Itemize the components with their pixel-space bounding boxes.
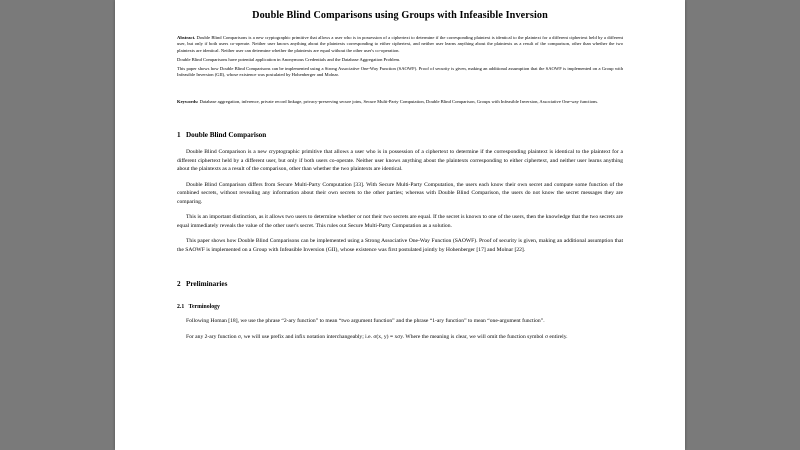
- section-heading-2: [177, 280, 623, 288]
- abstract-paragraph: [177, 35, 623, 55]
- page-content: [115, 0, 685, 341]
- abstract-text: Double Blind Comparisons is a new cryptographic primitive that allows a user who is in possession of a ciphertext to determine if the corresponding plaintext is identical to the plaintext for a different ciphertext held by a different user, but only if both users co-operate. Neither user knows anything about the plaintexts corresponding to either ciphertext, and neither user learns anything about the plaintexts as a result of the comparison, other than whether the two plaintexts are identical. Neither user can determine whether the plaintexts are equal without the other user's co-operation.: [177, 34, 623, 53]
- abstract-label: Abstract.: [177, 34, 196, 40]
- abstract-block: [177, 35, 623, 79]
- keywords-text: Database aggregation, inference, private record linkage, privacy-preserving secure joins, Secure Multi-Party Computation, Double Blind Comparison, Groups with Infeasible Inversion, Associative One-way functions.: [199, 98, 599, 104]
- section-number: 2: [177, 280, 181, 289]
- paper-page: [115, 0, 685, 450]
- keywords-block: [177, 99, 623, 106]
- section-heading-1: [177, 131, 623, 139]
- page-title: Double Blind Comparisons using Groups with Infeasible Inversion: [252, 10, 548, 21]
- paragraph: Double Blind Comparison is a new cryptographic primitive that allows a user who is in possession of a ciphertext to determine if the corresponding plaintext is identical to the plaintext for a different ciphertext held by a different user, but only if both users co-operate. Neither user knows anything about the plaintexts corresponding to either ciphertext, and neither user learns anything about the plaintexts as a result of the comparison, other than whether the two plaintexts are identical.: [177, 149, 623, 173]
- section-title: Preliminaries: [185, 280, 228, 289]
- keywords-label: Keywords:: [177, 98, 199, 104]
- paragraph: Double Blind Comparison differs from Secure Multi-Party Computation [33]. With Secure Multi-Party Computation, the users each know their own secret and compute some function of the combined secrets, without revealing any information about their own secrets to the other parties; whereas with Double Blind Comparison, the users do not know the secret messages they are comparing.: [177, 181, 623, 205]
- section-1-body: [177, 148, 623, 254]
- paragraph: This paper shows how Double Blind Comparisons can be implemented using a Strong Associative One-Way Function (SAOWF). Proof of security is given, making an additional assumption that the SAOWF is implemented on a Group with Infeasible Inversion (GII), whose existence was first postulated jointly by Hohenberger [17] and Molnar [22].: [177, 238, 623, 253]
- subsection-number: 2.1: [177, 304, 185, 311]
- abstract-paragraph: Double Blind Comparisons have potential application in Anonymous Credentials and the Database Aggregation Problem.: [177, 56, 401, 62]
- subsection-title: Terminology: [188, 304, 220, 311]
- section-number: 1: [177, 131, 181, 140]
- subsection-2-1-body: [177, 317, 623, 341]
- section-title: Double Blind Comparison: [185, 131, 267, 140]
- paragraph: This is an important distinction, as it allows two users to determine whether or not their two secrets are equal. If the secret is known to one of the users, then the knowledge that the two secrets are equal immediately reveals the value of the other user's secret. This rules out Secure Multi-Party Computation as a solution.: [177, 214, 623, 229]
- paragraph: Following Homan [18], we use the phrase “2-ary function” to mean “two argument function” and the phrase “1-ary function” to mean “one-argument function”.: [186, 318, 545, 325]
- paragraph: For any 2-ary function σ, we will use prefix and infix notation interchangeably; i.e. σ(x, y) ≡ xσy. Where the meaning is clear, we will omit the function symbol σ entirely.: [186, 333, 568, 340]
- abstract-paragraph: This paper shows how Double Blind Comparisons can be implemented using a Strong Associative One-Way Function (SAOWF). Proof of security is given, making an additional assumption that the SAOWF is implemented on a Group with Infeasible Inversion (GII), whose existence was postulated by Hohenberger and Molnar.: [177, 65, 623, 78]
- subsection-heading-2-1: [177, 304, 623, 310]
